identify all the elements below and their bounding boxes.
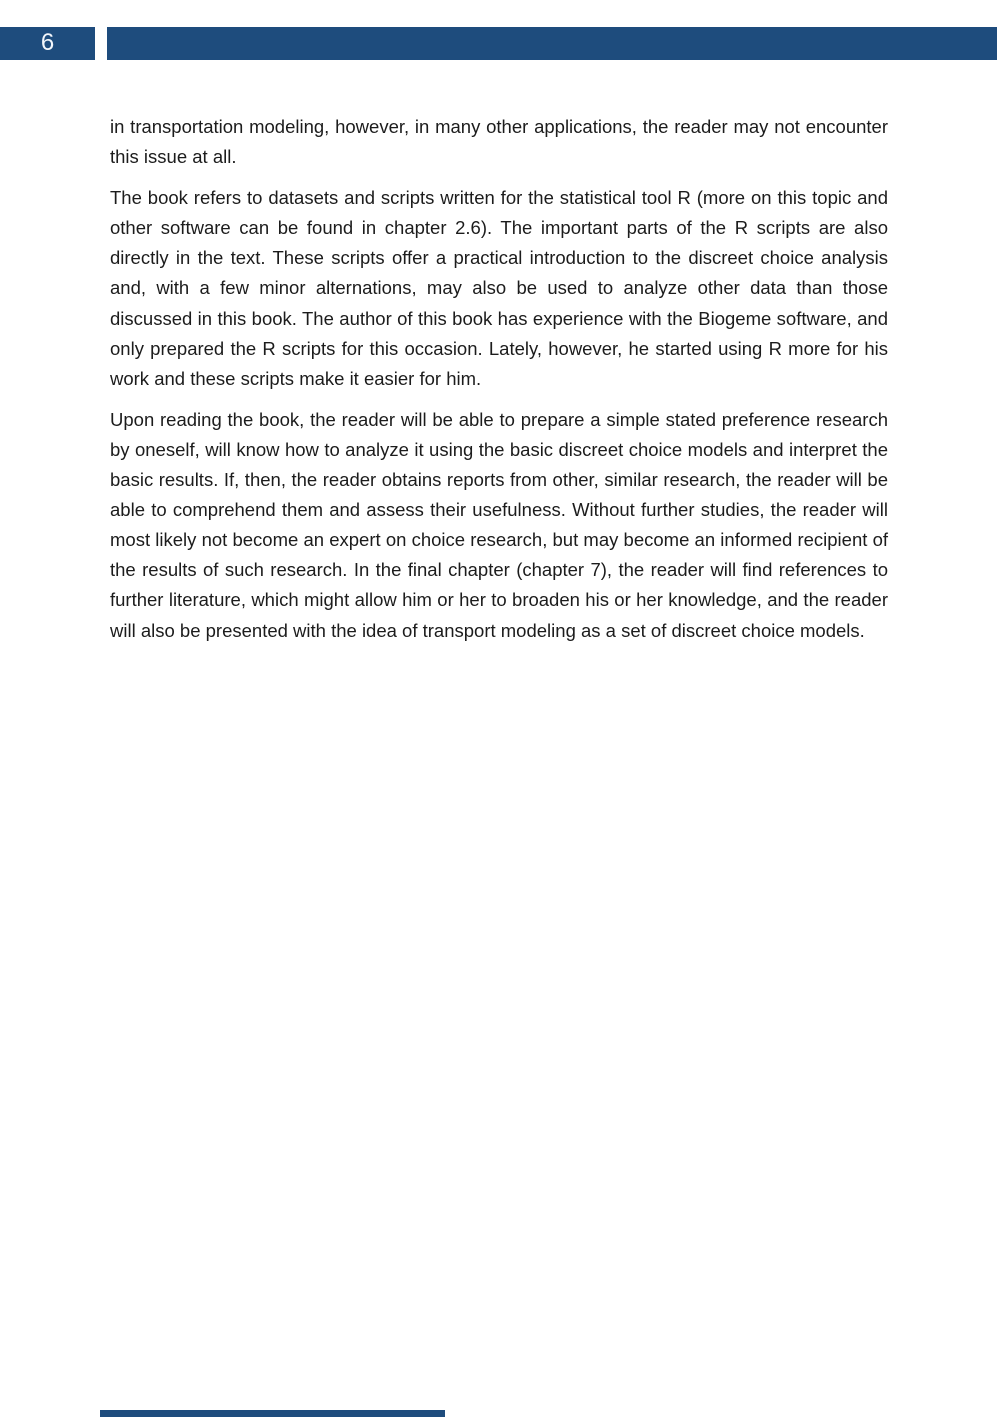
page-number: 6	[40, 28, 55, 56]
page-number-box	[0, 27, 95, 60]
header-rule-bar	[107, 27, 997, 60]
page-header	[0, 27, 997, 60]
paragraph: The book refers to datasets and scripts written for the statistical tool R (more on this topic and other software can be found in chapter 2.6). The important parts of the R scripts are also directly in the text. These scripts offer a practical introduction to the discreet choice analysis and, with a few minor alternations, may also be used to analyze other data than those discussed in this book. The author of this book has experience with the Biogeme software, and only prepared the R scripts for this occasion. Lately, however, he started using R more for his work and these scripts make it easier for him.	[110, 187, 888, 389]
paragraph: in transportation modeling, however, in many other applications, the reader may not encounter this issue at all.	[110, 116, 888, 168]
paragraph: Upon reading the book, the reader will be able to prepare a simple stated preference research by oneself, will know how to analyze it using the basic discreet choice models and interpret the basic results. If, then, the reader obtains reports from other, similar research, the reader will be able to comprehend them and assess their usefulness. Without further studies, the reader will most likely not become an expert on choice research, but may become an informed recipient of the results of such research. In the final chapter (chapter 7), the reader will find references to further literature, which might allow him or her to broaden his or her knowledge, and the reader will also be presented with the idea of transport modeling as a set of discreet choice models.	[110, 408, 888, 641]
footer-bar	[100, 1410, 445, 1417]
body-text	[110, 112, 888, 657]
